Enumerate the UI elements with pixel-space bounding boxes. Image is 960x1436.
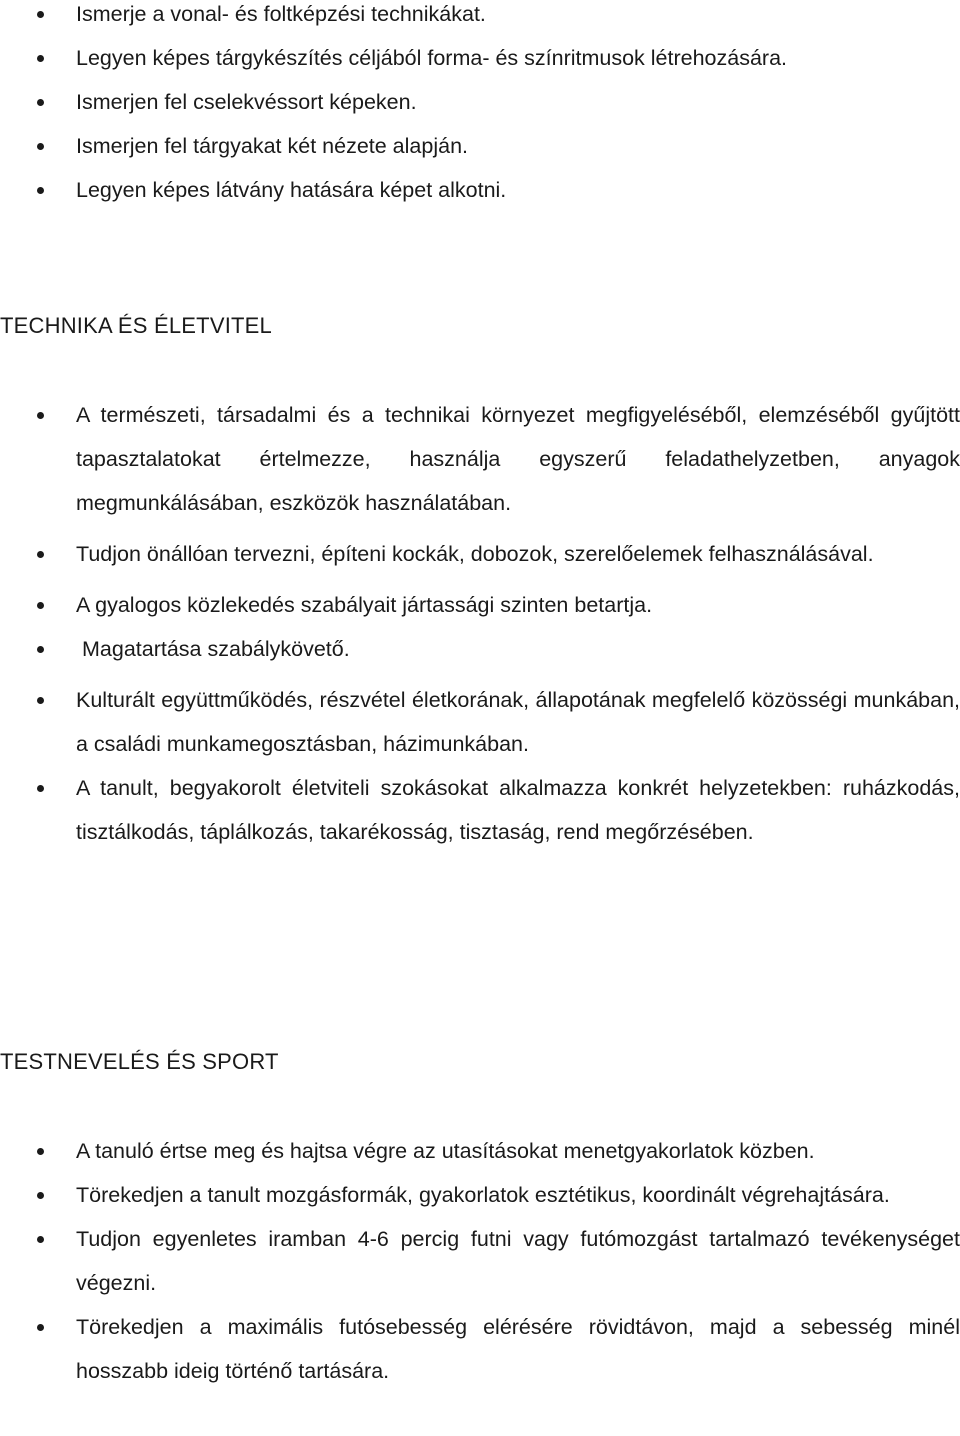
list-item (0, 532, 960, 576)
list-item-text: Magatartása szabálykövető. (82, 637, 350, 661)
bullet-icon (37, 551, 44, 558)
list-item (0, 583, 960, 627)
list-item-text: A tanuló értse meg és hajtsa végre az utasításokat menetgyakorlatok közben. (76, 1139, 815, 1163)
list-item-text: Ismerje a vonal- és foltképzési technikákat. (76, 2, 486, 26)
bullet-icon (37, 187, 44, 194)
list-item-text: A gyalogos közlekedés szabályait jártassági szinten betartja. (76, 593, 653, 617)
list-item-text: Ismerjen fel tárgyakat két nézete alapján. (76, 134, 468, 158)
bullet-icon (37, 412, 44, 419)
sport-bullet-list (0, 1129, 960, 1393)
technika-bullet-list (0, 393, 960, 854)
list-item (0, 678, 960, 766)
list-item (0, 393, 960, 525)
list-item (0, 168, 960, 212)
top-bullet-list (0, 0, 960, 212)
bullet-icon (37, 646, 44, 653)
list-item (0, 124, 960, 168)
bullet-icon (37, 143, 44, 150)
list-item (0, 627, 960, 671)
list-item-text: A természeti, társadalmi és a technikai környezet megfigyeléséből, elemzéséből gyűjtött tapasztalatokat értelmezze, használja egyszerű feladathelyzetben, anyagok megmunkálásában, eszközök használatában. (76, 403, 960, 515)
list-item (0, 36, 960, 80)
section-heading-technika: TECHNIKA ÉS ÉLETVITEL (0, 313, 272, 338)
section-heading-sport: TESTNEVELÉS ÉS SPORT (0, 1049, 279, 1074)
list-item-text: Legyen képes tárgykészítés céljából forma- és színritmusok létrehozására. (76, 46, 788, 70)
list-item (0, 80, 960, 124)
bullet-icon (37, 1324, 44, 1331)
bullet-icon (37, 697, 44, 704)
bullet-icon (37, 1192, 44, 1199)
list-item (0, 1173, 960, 1217)
list-item-text: Tudjon önállóan tervezni, építeni kockák, dobozok, szerelőelemek felhasználásával. (76, 542, 874, 566)
list-item-text: Ismerjen fel cselekvéssort képeken. (76, 90, 417, 114)
list-item (0, 1217, 960, 1305)
list-item-text: Legyen képes látvány hatására képet alkotni. (76, 178, 507, 202)
list-item (0, 1305, 960, 1393)
list-item-text: Törekedjen a maximális futósebesség elérésére rövidtávon, majd a sebesség minél hosszabb ideig történő tartására. (76, 1315, 960, 1383)
list-item (0, 0, 960, 36)
bullet-icon (37, 55, 44, 62)
bullet-icon (37, 11, 44, 18)
list-item (0, 766, 960, 854)
bullet-icon (37, 1236, 44, 1243)
bullet-icon (37, 785, 44, 792)
bullet-icon (37, 602, 44, 609)
list-item-text: Törekedjen a tanult mozgásformák, gyakorlatok esztétikus, koordinált végrehajtására. (76, 1183, 890, 1207)
bullet-icon (37, 99, 44, 106)
list-item-text: Kulturált együttműködés, részvétel életkorának, állapotának megfelelő közösségi munkában, a családi munkamegosztásban, házimunkában. (76, 688, 960, 756)
bullet-icon (37, 1148, 44, 1155)
list-item (0, 1129, 960, 1173)
list-item-text: A tanult, begyakorolt életviteli szokásokat alkalmazza konkrét helyzetekben: ruházkodás, tisztálkodás, táplálkozás, takarékosság, tisztaság, rend megőrzésében. (76, 776, 960, 844)
list-item-text: Tudjon egyenletes iramban 4-6 percig futni vagy futómozgást tartalmazó tevékenységet végezni. (76, 1227, 960, 1295)
